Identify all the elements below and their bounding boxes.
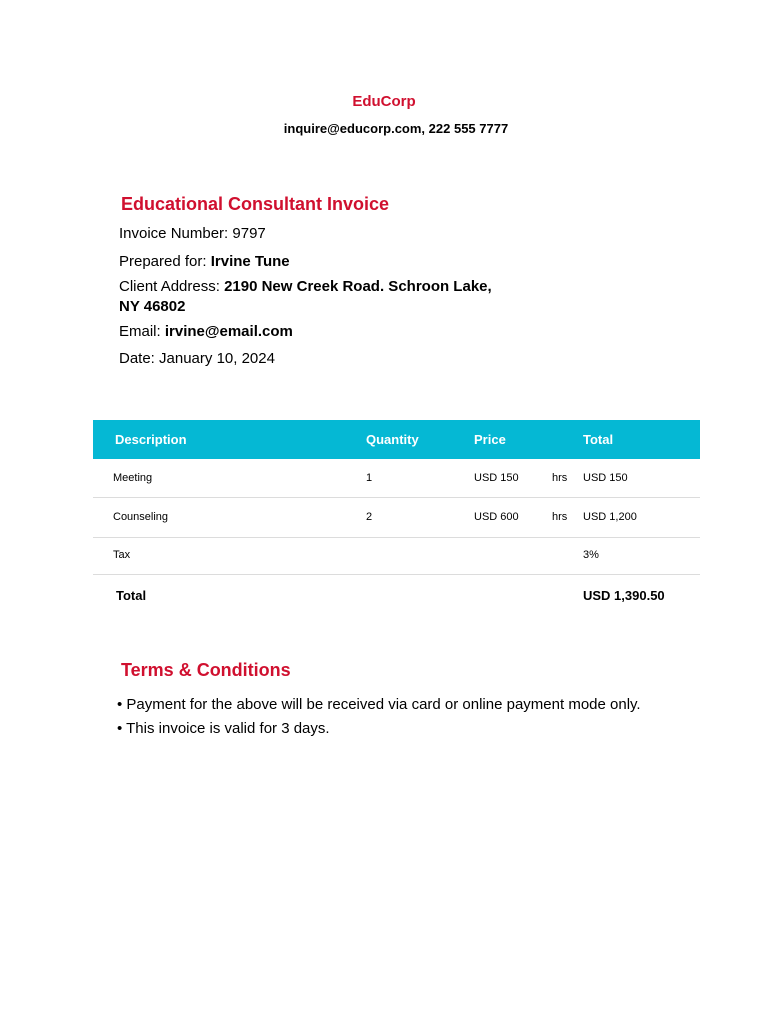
client-address-label: Client Address: (119, 278, 220, 295)
table-row (93, 538, 700, 575)
column-header-price: Price (474, 432, 506, 447)
client-email-label: Email: (119, 323, 161, 340)
column-header-total: Total (583, 432, 614, 447)
row-quantity: 2 (366, 511, 373, 523)
prepared-for-label: Prepared for: (119, 253, 207, 270)
total-label: Total (116, 588, 147, 603)
prepared-for (119, 252, 290, 272)
row-description: Counseling (113, 511, 169, 523)
row-price: USD 600 (474, 511, 519, 523)
client-email (119, 322, 293, 342)
row-description: Tax (113, 549, 131, 561)
invoice-table (93, 420, 700, 613)
terms-item: • Payment for the above will be received via card or online payment mode only. (117, 696, 641, 713)
invoice-date-label: Date: (119, 350, 155, 367)
invoice-date-value: January 10, 2024 (159, 350, 275, 367)
terms-title: Terms & Conditions (121, 660, 291, 680)
invoice-number-value: 9797 (232, 225, 266, 242)
table-row (93, 498, 700, 538)
client-address-line2: NY 46802 (119, 298, 186, 315)
row-total: 3% (583, 549, 599, 561)
client-address (119, 277, 539, 317)
terms-list (117, 694, 687, 742)
client-address-line1: 2190 New Creek Road. Schroon Lake, (224, 278, 492, 295)
table-total-row (93, 575, 700, 613)
company-contact: inquire@educorp.com, 222 555 7777 (283, 121, 509, 136)
row-quantity: 1 (366, 472, 373, 484)
invoice-date (119, 349, 275, 369)
column-header-description: Description (115, 432, 187, 447)
invoice-number (119, 224, 266, 244)
row-total: USD 150 (583, 472, 628, 484)
row-unit: hrs (552, 511, 568, 523)
invoice-title: Educational Consultant Invoice (121, 194, 390, 214)
terms-item: • This invoice is valid for 3 days. (117, 720, 330, 737)
prepared-for-value: Irvine Tune (210, 253, 290, 270)
row-description: Meeting (113, 472, 153, 484)
column-header-quantity: Quantity (366, 432, 419, 447)
table-row (93, 459, 700, 498)
row-unit: hrs (552, 472, 568, 484)
row-total: USD 1,200 (583, 511, 637, 523)
table-header (93, 420, 700, 459)
invoice-number-label: Invoice Number: (119, 225, 229, 242)
row-price: USD 150 (474, 472, 519, 484)
total-value: USD 1,390.50 (583, 588, 665, 603)
company-name: EduCorp (352, 93, 416, 110)
client-email-value: irvine@email.com (164, 323, 293, 340)
